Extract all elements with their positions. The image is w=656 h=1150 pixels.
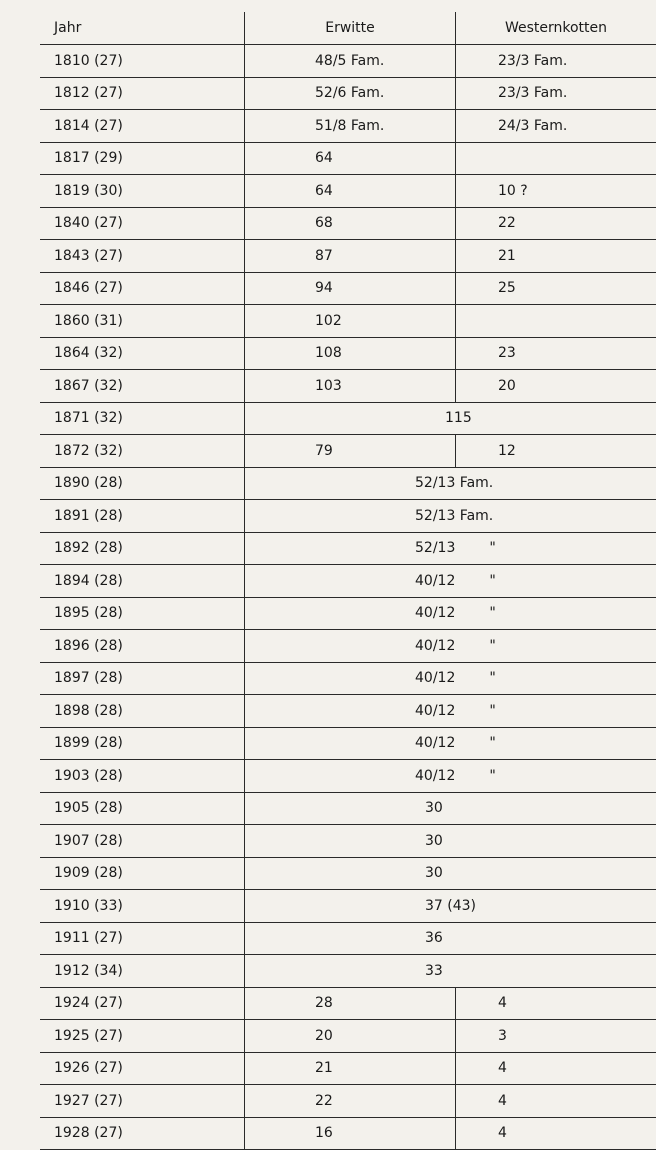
combined-value-cell xyxy=(245,825,656,858)
westernkotten-value: 25 xyxy=(456,280,516,296)
erwitte-value: 108 xyxy=(245,345,342,361)
ditto-mark: " xyxy=(489,768,495,784)
combined-value-cell xyxy=(245,955,656,988)
year-cell: 1814 (27) xyxy=(40,110,245,143)
westernkotten-cell xyxy=(456,142,656,175)
table-row xyxy=(40,695,656,728)
westernkotten-cell xyxy=(456,45,656,78)
year-cell: 1905 (28) xyxy=(40,792,245,825)
combined-value-cell xyxy=(245,727,656,760)
combined-value-cell xyxy=(245,890,656,923)
erwitte-cell xyxy=(245,370,456,403)
westernkotten-value: 4 xyxy=(456,1093,507,1109)
combined-value: 52/13 xyxy=(245,540,455,556)
erwitte-cell xyxy=(245,305,456,338)
erwitte-value: 28 xyxy=(245,995,333,1011)
year-cell: 1909 (28) xyxy=(40,857,245,890)
erwitte-cell xyxy=(245,435,456,468)
ditto-mark: " xyxy=(489,605,495,621)
erwitte-value: 64 xyxy=(245,183,333,199)
year-cell: 1810 (27) xyxy=(40,45,245,78)
westernkotten-cell xyxy=(456,1020,656,1053)
erwitte-value: 22 xyxy=(245,1093,333,1109)
year-cell: 1903 (28) xyxy=(40,760,245,793)
table-row xyxy=(40,890,656,923)
combined-value-cell xyxy=(245,760,656,793)
erwitte-value: 68 xyxy=(245,215,333,231)
erwitte-cell xyxy=(245,272,456,305)
year-cell: 1846 (27) xyxy=(40,272,245,305)
combined-value: 40/12 xyxy=(245,605,455,621)
table-row xyxy=(40,727,656,760)
erwitte-value: 48/5 Fam. xyxy=(245,53,384,69)
combined-value: 40/12 xyxy=(245,573,455,589)
header-erwitte: Erwitte xyxy=(245,12,456,45)
year-cell: 1910 (33) xyxy=(40,890,245,923)
erwitte-value: 94 xyxy=(245,280,333,296)
combined-value: 40/12 xyxy=(245,735,455,751)
year-cell: 1907 (28) xyxy=(40,825,245,858)
combined-value-cell xyxy=(245,532,656,565)
ditto-mark: " xyxy=(489,703,495,719)
erwitte-cell xyxy=(245,1085,456,1118)
combined-value: 36 xyxy=(245,930,443,946)
combined-value: 52/13 Fam. xyxy=(245,475,493,491)
year-cell: 1897 (28) xyxy=(40,662,245,695)
westernkotten-value: 23/3 Fam. xyxy=(456,85,567,101)
year-cell: 1911 (27) xyxy=(40,922,245,955)
westernkotten-value: 22 xyxy=(456,215,516,231)
erwitte-cell xyxy=(245,207,456,240)
westernkotten-value: 24/3 Fam. xyxy=(456,118,567,134)
westernkotten-value: 12 xyxy=(456,443,516,459)
westernkotten-cell xyxy=(456,240,656,273)
table-row xyxy=(40,922,656,955)
combined-value: 37 (43) xyxy=(245,898,476,914)
westernkotten-value: 21 xyxy=(456,248,516,264)
combined-value-cell xyxy=(245,792,656,825)
year-cell: 1864 (32) xyxy=(40,337,245,370)
combined-value-cell xyxy=(245,500,656,533)
erwitte-cell xyxy=(245,337,456,370)
table-row xyxy=(40,597,656,630)
year-cell: 1860 (31) xyxy=(40,305,245,338)
header-westernkotten: Westernkotten xyxy=(456,12,656,45)
erwitte-cell xyxy=(245,1117,456,1150)
table-row xyxy=(40,1052,656,1085)
table-row xyxy=(40,825,656,858)
table-row xyxy=(40,532,656,565)
combined-value: 30 xyxy=(245,833,443,849)
westernkotten-value: 20 xyxy=(456,378,516,394)
westernkotten-value: 4 xyxy=(456,1060,507,1076)
ditto-mark: " xyxy=(489,638,495,654)
erwitte-value: 21 xyxy=(245,1060,333,1076)
ditto-mark: " xyxy=(489,670,495,686)
erwitte-cell xyxy=(245,1020,456,1053)
combined-value: 40/12 xyxy=(245,768,455,784)
table-row xyxy=(40,142,656,175)
westernkotten-cell xyxy=(456,1085,656,1118)
table-row xyxy=(40,337,656,370)
year-cell: 1819 (30) xyxy=(40,175,245,208)
westernkotten-cell xyxy=(456,77,656,110)
year-cell: 1817 (29) xyxy=(40,142,245,175)
erwitte-value: 64 xyxy=(245,150,333,166)
year-cell: 1898 (28) xyxy=(40,695,245,728)
erwitte-cell xyxy=(245,77,456,110)
ditto-mark: " xyxy=(489,573,495,589)
erwitte-value: 51/8 Fam. xyxy=(245,118,384,134)
year-cell: 1871 (32) xyxy=(40,402,245,435)
erwitte-value: 87 xyxy=(245,248,333,264)
combined-value: 52/13 Fam. xyxy=(245,508,493,524)
year-cell: 1928 (27) xyxy=(40,1117,245,1150)
table-row xyxy=(40,175,656,208)
table-row xyxy=(40,435,656,468)
combined-value-cell xyxy=(245,402,656,435)
year-cell: 1924 (27) xyxy=(40,987,245,1020)
combined-value-cell xyxy=(245,630,656,663)
table-header-row xyxy=(40,12,656,45)
combined-value-cell xyxy=(245,467,656,500)
table-row xyxy=(40,760,656,793)
westernkotten-value: 4 xyxy=(456,995,507,1011)
erwitte-cell xyxy=(245,142,456,175)
table-row xyxy=(40,207,656,240)
table-row xyxy=(40,857,656,890)
table-row xyxy=(40,1020,656,1053)
combined-value-cell xyxy=(245,597,656,630)
westernkotten-cell xyxy=(456,370,656,403)
year-cell: 1899 (28) xyxy=(40,727,245,760)
combined-value: 30 xyxy=(245,800,443,816)
westernkotten-value: 10 ? xyxy=(456,183,528,199)
combined-value-cell xyxy=(245,695,656,728)
westernkotten-cell xyxy=(456,110,656,143)
erwitte-value: 103 xyxy=(245,378,342,394)
westernkotten-cell xyxy=(456,305,656,338)
erwitte-value: 79 xyxy=(245,443,333,459)
erwitte-value: 52/6 Fam. xyxy=(245,85,384,101)
westernkotten-value: 3 xyxy=(456,1028,507,1044)
year-cell: 1843 (27) xyxy=(40,240,245,273)
year-cell: 1927 (27) xyxy=(40,1085,245,1118)
combined-value-cell xyxy=(245,857,656,890)
combined-value: 115 xyxy=(245,410,472,426)
combined-value: 33 xyxy=(245,963,443,979)
table-row xyxy=(40,662,656,695)
table-row xyxy=(40,987,656,1020)
header-year: Jahr xyxy=(40,12,245,45)
erwitte-cell xyxy=(245,175,456,208)
year-cell: 1867 (32) xyxy=(40,370,245,403)
year-cell: 1895 (28) xyxy=(40,597,245,630)
year-cell: 1892 (28) xyxy=(40,532,245,565)
table-row xyxy=(40,240,656,273)
year-cell: 1894 (28) xyxy=(40,565,245,598)
westernkotten-cell xyxy=(456,1052,656,1085)
table-row xyxy=(40,1117,656,1150)
year-cell: 1891 (28) xyxy=(40,500,245,533)
combined-value-cell xyxy=(245,662,656,695)
erwitte-cell xyxy=(245,45,456,78)
erwitte-value: 20 xyxy=(245,1028,333,1044)
year-cell: 1925 (27) xyxy=(40,1020,245,1053)
westernkotten-cell xyxy=(456,987,656,1020)
table-body xyxy=(40,45,656,1150)
table-row xyxy=(40,630,656,663)
year-cell: 1912 (34) xyxy=(40,955,245,988)
westernkotten-value: 4 xyxy=(456,1125,507,1141)
combined-value: 40/12 xyxy=(245,703,455,719)
year-cell: 1926 (27) xyxy=(40,1052,245,1085)
erwitte-value: 16 xyxy=(245,1125,333,1141)
table-row xyxy=(40,370,656,403)
westernkotten-cell xyxy=(456,337,656,370)
westernkotten-cell xyxy=(456,1117,656,1150)
erwitte-cell xyxy=(245,110,456,143)
year-cell: 1840 (27) xyxy=(40,207,245,240)
table-row xyxy=(40,955,656,988)
erwitte-cell xyxy=(245,240,456,273)
westernkotten-cell xyxy=(456,272,656,305)
westernkotten-cell xyxy=(456,207,656,240)
ditto-mark: " xyxy=(489,540,495,556)
table-row xyxy=(40,45,656,78)
table-row xyxy=(40,305,656,338)
combined-value-cell xyxy=(245,922,656,955)
erwitte-cell xyxy=(245,1052,456,1085)
year-cell: 1896 (28) xyxy=(40,630,245,663)
westernkotten-value: 23/3 Fam. xyxy=(456,53,567,69)
erwitte-cell xyxy=(245,987,456,1020)
table-row xyxy=(40,1085,656,1118)
year-cell: 1812 (27) xyxy=(40,77,245,110)
ditto-mark: " xyxy=(489,735,495,751)
table-row xyxy=(40,110,656,143)
year-cell: 1890 (28) xyxy=(40,467,245,500)
table-row xyxy=(40,402,656,435)
westernkotten-value: 23 xyxy=(456,345,516,361)
erwitte-value: 102 xyxy=(245,313,342,329)
combined-value: 40/12 xyxy=(245,638,455,654)
population-table xyxy=(40,12,656,1150)
combined-value-cell xyxy=(245,565,656,598)
combined-value: 30 xyxy=(245,865,443,881)
westernkotten-cell xyxy=(456,435,656,468)
table-row xyxy=(40,565,656,598)
table-row xyxy=(40,77,656,110)
table-row xyxy=(40,272,656,305)
westernkotten-cell xyxy=(456,175,656,208)
combined-value: 40/12 xyxy=(245,670,455,686)
table-row xyxy=(40,467,656,500)
year-cell: 1872 (32) xyxy=(40,435,245,468)
table-row xyxy=(40,500,656,533)
table-row xyxy=(40,792,656,825)
